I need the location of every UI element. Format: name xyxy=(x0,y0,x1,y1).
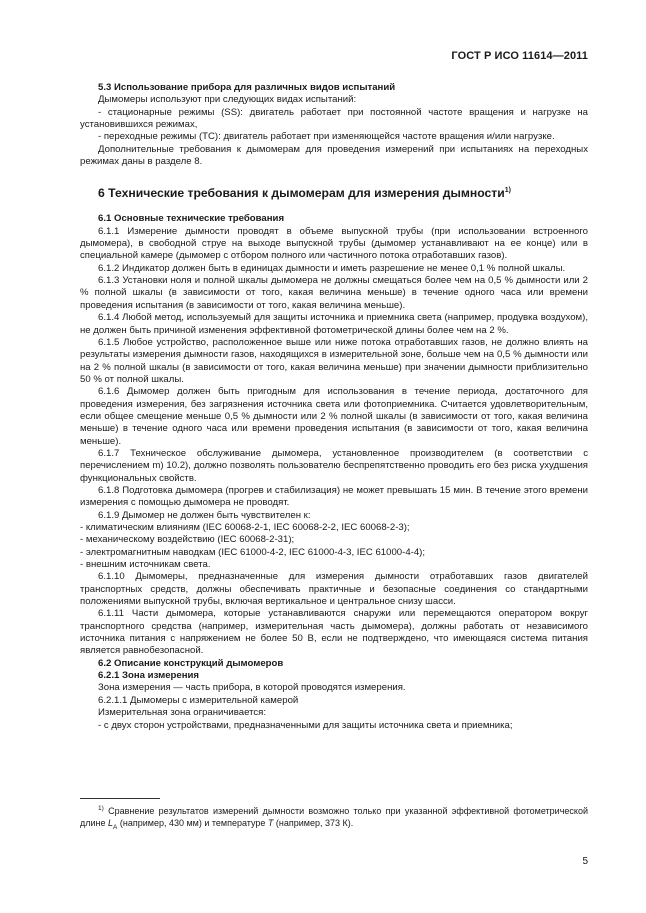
paragraph: Дополнительные требования к дымомерам для проведения измерений при испытаниях на переходных режимах даны в разделе 8. xyxy=(80,143,588,168)
footnote-text-middle: (например, 430 мм) и температуре xyxy=(117,818,268,828)
symbol-t: T xyxy=(267,818,274,828)
list-item: - климатическим влияниям (IEC 60068-2-1, IEC 60068-2-2, IEC 60068-2-3); xyxy=(80,522,410,533)
paragraph: 6.1.1 Измерение дымности проводят в объеме выпускной трубы (при использовании встроенного дымомера), в свободной струе на выходе выпускной трубы (дымомер устанавливают на ее конце) или в специальной камере (дымомер с отбором полного или частичного потока отработавших газов). xyxy=(80,225,588,262)
paragraph: Дымомеры используют при следующих видах испытаний: xyxy=(98,94,357,106)
list-item: - внешним источникам света. xyxy=(80,559,211,571)
paragraph: Зона измерения — часть прибора, в которой проводятся измерения. xyxy=(98,682,406,694)
paragraph: 6.1.8 Подготовка дымомера (прогрев и стабилизация) не может превышать 15 мин. В течение этого времени измерения с помощью дымомера не проводят. xyxy=(80,484,588,509)
paragraph: 6.1.3 Установки ноля и полной шкалы дымомера не должны смещаться более чем на 0,5 % дымности или 2 % полной шкалы (в зависимости от того, какая величина меньше) в течение одного часа или времени проведения испытания (в зависимости от того, какая величина меньше). xyxy=(80,275,588,311)
paragraph: 6.1.7 Техническое обслуживание дымомера, установленное производителем (в соответствии с перечислением m) 10.2), должно позволять пользователю беспрепятственно проводить его без риска ухудшения функциональных свойств. xyxy=(80,447,588,484)
footnote-mark: 1) xyxy=(98,805,104,812)
footnote-text-before: Сравнение результатов измерений дымности возможно только при указанной эффективной фотометрической длине xyxy=(80,806,588,828)
list-item: - электромагнитным наводкам (IEC 61000-4-2, IEC 61000-4-3, IEC 61000-4-4); xyxy=(80,546,426,558)
symbol-l: L xyxy=(108,818,114,828)
section-6-2-1-heading: 6.2.1 Зона измерения xyxy=(98,670,200,682)
section-6-2-heading: 6.2 Описание конструкций дымомеров xyxy=(98,657,284,669)
section-6-heading-text: 6 Технические требования к дымомерам для измерения дымности xyxy=(98,186,505,201)
paragraph: 6.1.4 Любой метод, используемый для защиты источника и приемника света (например, продувка воздухом), не должен быть причиной изменения эффективной фотометрической длины более чем на 2 %. xyxy=(80,312,588,336)
section-5-3-heading: 5.3 Использование прибора для различных видов испытаний xyxy=(98,82,396,93)
paragraph: 6.2.1.1 Дымомеры с измерительной камерой xyxy=(98,694,299,706)
paragraph: 6.1.9 Дымомер не должен быть чувствителен к: xyxy=(98,509,311,521)
paragraph: 6.1.11 Части дымомера, которые устанавливаются снаружи или перемещаются оператором вокруг транспортного средства (например, измерительная часть дымомера), должны работать от независимого источника питания с напряжением не более 50 В, если не подтверждено, что имеющаяся система питания является равнобезопасной. xyxy=(80,608,588,657)
paragraph: 6.1.5 Любое устройство, расположенное выше или ниже потока отработавших газов, не должно влиять на результаты измерения дымности газов, находящихся в измерительной зоне, больше чем на 0,5 % дымности или на 2 % полной шкалы (в зависимости от того, какая величина меньше) при значении дымности приблизительно 50 % от полной шкалы. xyxy=(80,336,588,385)
page-number: 5 xyxy=(582,856,588,867)
section-6-heading xyxy=(80,184,588,200)
document-id-header: ГОСТ Р ИСО 11614—2011 xyxy=(451,50,588,62)
paragraph: 6.1.6 Дымомер должен быть пригодным для использования в течение периода, достаточного для проведения измерения, без загрязнения источника света или фотоприемника. Считается удовлетворительным, если общее смещение меньше 0,5 % дымности или 2 % полной шкалы (в зависимости от того, какая величина меньше) в течение одного часа или времени проведения испытания (в зависимости от того, какая величина меньше). xyxy=(80,386,588,447)
list-item: - с двух сторон устройствами, предназначенными для защиты источника света и приемника; xyxy=(98,719,513,731)
paragraph: 6.1.10 Дымомеры, предназначенные для измерения дымности отработавших газов двигателей транспортных средств, должны обеспечивать практичные и безопасные соединения со стандартными положениями выпускной трубы, включая вертикальное и центральное снизу шасси. xyxy=(80,571,588,608)
paragraph: 6.1.2 Индикатор должен быть в единицах дымности и иметь разрешение не менее 0,1 % полной шкалы. xyxy=(98,262,566,274)
paragraph: - стационарные режимы (SS): двигатель работает при постоянной частоте вращения и нагрузке на установившихся режимах, xyxy=(80,106,588,131)
footnote-text-after: (например, 373 К). xyxy=(273,818,354,828)
footnote-divider xyxy=(80,798,160,799)
paragraph: - переходные режимы (ТС): двигатель работает при изменяющейся частоте вращения и/или нагрузке. xyxy=(98,131,555,143)
footnote-reference[interactable]: 1) xyxy=(504,187,511,195)
paragraph: Измерительная зона ограничивается: xyxy=(98,707,267,719)
symbol-l-subscript: A xyxy=(113,823,118,831)
footnote xyxy=(80,803,588,834)
section-6-1-heading: 6.1 Основные технические требования xyxy=(98,213,285,225)
list-item: - механическому воздействию (IEC 60068-2-31); xyxy=(80,534,295,546)
page-content xyxy=(80,82,588,732)
